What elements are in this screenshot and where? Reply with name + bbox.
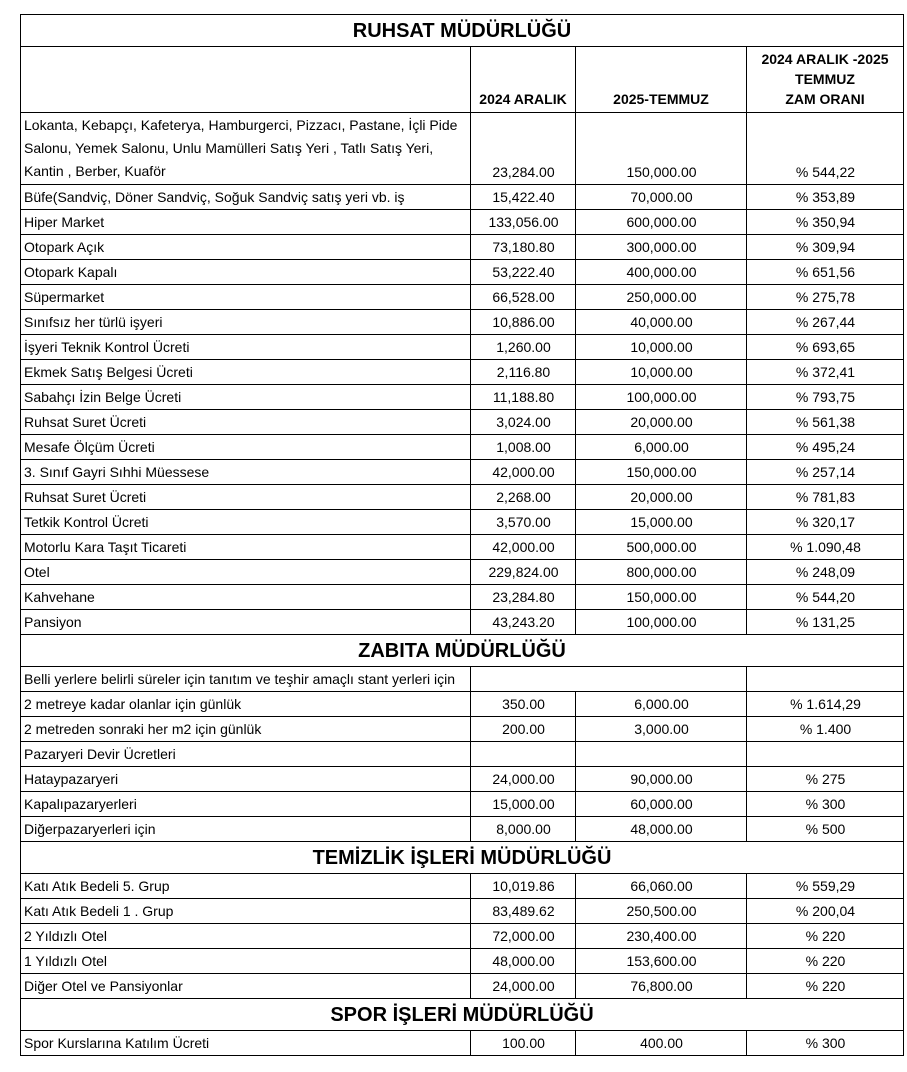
table-row <box>21 510 904 535</box>
value-2025: 90,000.00 <box>576 767 747 792</box>
spanned-empty-cell <box>471 667 747 692</box>
table-row <box>21 874 904 899</box>
value-2024: 100.00 <box>471 1031 576 1056</box>
header-2025: 2025-TEMMUZ <box>576 47 747 113</box>
table-row <box>21 667 904 692</box>
value-2025: 76,800.00 <box>576 974 747 999</box>
value-2024: 15,000.00 <box>471 792 576 817</box>
column-header-row <box>21 47 904 113</box>
increase-rate: % 559,29 <box>747 874 904 899</box>
header-2024: 2024 ARALIK <box>471 47 576 113</box>
increase-rate: % 1.090,48 <box>747 535 904 560</box>
table-row <box>21 410 904 435</box>
row-label: Mesafe Ölçüm Ücreti <box>21 435 471 460</box>
increase-rate: % 257,14 <box>747 460 904 485</box>
increase-rate: % 544,22 <box>747 113 904 185</box>
value-2025: 66,060.00 <box>576 874 747 899</box>
increase-rate: % 544,20 <box>747 585 904 610</box>
table-row <box>21 610 904 635</box>
value-2024: 1,008.00 <box>471 435 576 460</box>
value-2025: 400.00 <box>576 1031 747 1056</box>
value-2025: 20,000.00 <box>576 410 747 435</box>
value-2025: 15,000.00 <box>576 510 747 535</box>
value-2025: 6,000.00 <box>576 692 747 717</box>
value-2025: 800,000.00 <box>576 560 747 585</box>
table-row <box>21 460 904 485</box>
table-row <box>21 235 904 260</box>
header-rate-line: ZAM ORANI <box>785 91 865 107</box>
increase-rate: % 309,94 <box>747 235 904 260</box>
row-label: Sabahçı İzin Belge Ücreti <box>21 385 471 410</box>
value-2024: 1,260.00 <box>471 335 576 360</box>
value-2025: 153,600.00 <box>576 949 747 974</box>
value-2024: 200.00 <box>471 717 576 742</box>
table-row <box>21 742 904 767</box>
increase-rate: % 220 <box>747 949 904 974</box>
value-2025: 400,000.00 <box>576 260 747 285</box>
row-label: Ruhsat Suret Ücreti <box>21 485 471 510</box>
section-title-row <box>21 999 904 1031</box>
value-2024: 24,000.00 <box>471 767 576 792</box>
row-label: Kahvehane <box>21 585 471 610</box>
header-rate <box>747 47 904 113</box>
value-2025: 150,000.00 <box>576 460 747 485</box>
increase-rate: % 320,17 <box>747 510 904 535</box>
header-rate-line: 2024 ARALIK -2025 <box>761 51 889 67</box>
value-2025: 300,000.00 <box>576 235 747 260</box>
row-label: Lokanta, Kebapçı, Kafeterya, Hamburgerci, Pizzacı, Pastane, İçli Pide Salonu, Yemek Salonu, Unlu Mamülleri Satış Yeri , Tatlı Satış Yeri, Kantin , Berber, Kuaför <box>21 113 471 185</box>
value-2024: 42,000.00 <box>471 460 576 485</box>
increase-rate: % 693,65 <box>747 335 904 360</box>
value-2024: 8,000.00 <box>471 817 576 842</box>
value-2024: 10,886.00 <box>471 310 576 335</box>
table-row <box>21 335 904 360</box>
row-label: Ekmek Satış Belgesi Ücreti <box>21 360 471 385</box>
table-row <box>21 692 904 717</box>
increase-rate: % 495,24 <box>747 435 904 460</box>
header-blank-cell <box>21 47 471 113</box>
table-row <box>21 485 904 510</box>
value-2025: 20,000.00 <box>576 485 747 510</box>
value-2024: 229,824.00 <box>471 560 576 585</box>
value-2024: 10,019.86 <box>471 874 576 899</box>
table-row <box>21 385 904 410</box>
row-label: Spor Kurslarına Katılım Ücreti <box>21 1031 471 1056</box>
table-row <box>21 210 904 235</box>
value-2025: 70,000.00 <box>576 185 747 210</box>
empty-cell <box>747 667 904 692</box>
value-2025: 250,000.00 <box>576 285 747 310</box>
increase-rate: % 220 <box>747 974 904 999</box>
section-title: RUHSAT MÜDÜRLÜĞÜ <box>21 15 904 47</box>
row-label: 2 metreden sonraki her m2 için günlük <box>21 717 471 742</box>
row-label: Büfe(Sandviç, Döner Sandviç, Soğuk Sandviç satış yeri vb. iş <box>21 185 471 210</box>
row-label: 2 metreye kadar olanlar için günlük <box>21 692 471 717</box>
increase-rate: % 131,25 <box>747 610 904 635</box>
table-row <box>21 185 904 210</box>
row-label: Ruhsat Suret Ücreti <box>21 410 471 435</box>
value-2025: 150,000.00 <box>576 113 747 185</box>
increase-rate: % 1.400 <box>747 717 904 742</box>
table-row <box>21 974 904 999</box>
value-2025: 250,500.00 <box>576 899 747 924</box>
table-row <box>21 792 904 817</box>
increase-rate: % 267,44 <box>747 310 904 335</box>
increase-rate: % 300 <box>747 1031 904 1056</box>
value-2025: 3,000.00 <box>576 717 747 742</box>
table-row <box>21 585 904 610</box>
value-2024: 72,000.00 <box>471 924 576 949</box>
fee-table <box>20 14 904 1056</box>
table-row <box>21 360 904 385</box>
row-label: Otel <box>21 560 471 585</box>
row-label: Hataypazaryeri <box>21 767 471 792</box>
value-2025: 6,000.00 <box>576 435 747 460</box>
value-2024: 2,116.80 <box>471 360 576 385</box>
value-2024: 11,188.80 <box>471 385 576 410</box>
value-2024: 73,180.80 <box>471 235 576 260</box>
increase-rate: % 651,56 <box>747 260 904 285</box>
value-2025: 150,000.00 <box>576 585 747 610</box>
fee-table-body <box>21 15 904 1056</box>
value-2024: 3,024.00 <box>471 410 576 435</box>
value-2024: 15,422.40 <box>471 185 576 210</box>
value-2024: 43,243.20 <box>471 610 576 635</box>
increase-rate: % 793,75 <box>747 385 904 410</box>
table-row <box>21 113 904 185</box>
increase-rate: % 500 <box>747 817 904 842</box>
row-label: Diğer Otel ve Pansiyonlar <box>21 974 471 999</box>
row-label: 1 Yıldızlı Otel <box>21 949 471 974</box>
table-row <box>21 435 904 460</box>
value-2024: 83,489.62 <box>471 899 576 924</box>
row-label: İşyeri Teknik Kontrol Ücreti <box>21 335 471 360</box>
value-2025: 10,000.00 <box>576 360 747 385</box>
value-2024: 23,284.00 <box>471 113 576 185</box>
row-label: Katı Atık Bedeli 1 . Grup <box>21 899 471 924</box>
row-label: Otopark Kapalı <box>21 260 471 285</box>
fee-table-sheet <box>20 14 903 1056</box>
row-label: Pansiyon <box>21 610 471 635</box>
increase-rate: % 300 <box>747 792 904 817</box>
row-label: Motorlu Kara Taşıt Ticareti <box>21 535 471 560</box>
section-title: TEMİZLİK İŞLERİ MÜDÜRLÜĞÜ <box>21 842 904 874</box>
increase-rate: % 1.614,29 <box>747 692 904 717</box>
table-row <box>21 535 904 560</box>
value-2024: 2,268.00 <box>471 485 576 510</box>
value-2025: 60,000.00 <box>576 792 747 817</box>
header-rate-line: TEMMUZ <box>795 71 855 87</box>
increase-rate: % 353,89 <box>747 185 904 210</box>
value-2024: 133,056.00 <box>471 210 576 235</box>
increase-rate: % 220 <box>747 924 904 949</box>
table-row <box>21 817 904 842</box>
section-title-row <box>21 15 904 47</box>
value-2025: 100,000.00 <box>576 610 747 635</box>
value-2025: 40,000.00 <box>576 310 747 335</box>
row-label: Tetkik Kontrol Ücreti <box>21 510 471 535</box>
row-label: Süpermarket <box>21 285 471 310</box>
row-label: Kapalıpazaryerleri <box>21 792 471 817</box>
table-row <box>21 310 904 335</box>
table-row <box>21 899 904 924</box>
table-row <box>21 560 904 585</box>
value-2024: 24,000.00 <box>471 974 576 999</box>
value-2024 <box>471 742 576 767</box>
section-title: ZABITA MÜDÜRLÜĞÜ <box>21 635 904 667</box>
row-label: Belli yerlere belirli süreler için tanıtım ve teşhir amaçlı stant yerleri için <box>21 667 471 692</box>
row-label: Sınıfsız her türlü işyeri <box>21 310 471 335</box>
section-title-row <box>21 635 904 667</box>
table-row <box>21 285 904 310</box>
value-2025: 48,000.00 <box>576 817 747 842</box>
value-2024: 66,528.00 <box>471 285 576 310</box>
value-2024: 23,284.80 <box>471 585 576 610</box>
table-row <box>21 924 904 949</box>
table-row <box>21 1031 904 1056</box>
value-2025: 600,000.00 <box>576 210 747 235</box>
row-label: Katı Atık Bedeli 5. Grup <box>21 874 471 899</box>
section-title-row <box>21 842 904 874</box>
table-row <box>21 260 904 285</box>
increase-rate <box>747 742 904 767</box>
value-2024: 48,000.00 <box>471 949 576 974</box>
value-2024: 350.00 <box>471 692 576 717</box>
table-row <box>21 767 904 792</box>
row-label: 2 Yıldızlı Otel <box>21 924 471 949</box>
increase-rate: % 781,83 <box>747 485 904 510</box>
section-title: SPOR İŞLERİ MÜDÜRLÜĞÜ <box>21 999 904 1031</box>
value-2024: 53,222.40 <box>471 260 576 285</box>
increase-rate: % 275 <box>747 767 904 792</box>
row-label: Otopark Açık <box>21 235 471 260</box>
row-label: Pazaryeri Devir Ücretleri <box>21 742 471 767</box>
value-2025: 230,400.00 <box>576 924 747 949</box>
row-label: Hiper Market <box>21 210 471 235</box>
table-row <box>21 949 904 974</box>
value-2025: 100,000.00 <box>576 385 747 410</box>
increase-rate: % 372,41 <box>747 360 904 385</box>
increase-rate: % 561,38 <box>747 410 904 435</box>
increase-rate: % 350,94 <box>747 210 904 235</box>
row-label: 3. Sınıf Gayri Sıhhi Müessese <box>21 460 471 485</box>
table-row <box>21 717 904 742</box>
increase-rate: % 248,09 <box>747 560 904 585</box>
value-2025 <box>576 742 747 767</box>
row-label: Diğerpazaryerleri için <box>21 817 471 842</box>
increase-rate: % 200,04 <box>747 899 904 924</box>
value-2024: 42,000.00 <box>471 535 576 560</box>
value-2024: 3,570.00 <box>471 510 576 535</box>
value-2025: 10,000.00 <box>576 335 747 360</box>
increase-rate: % 275,78 <box>747 285 904 310</box>
value-2025: 500,000.00 <box>576 535 747 560</box>
